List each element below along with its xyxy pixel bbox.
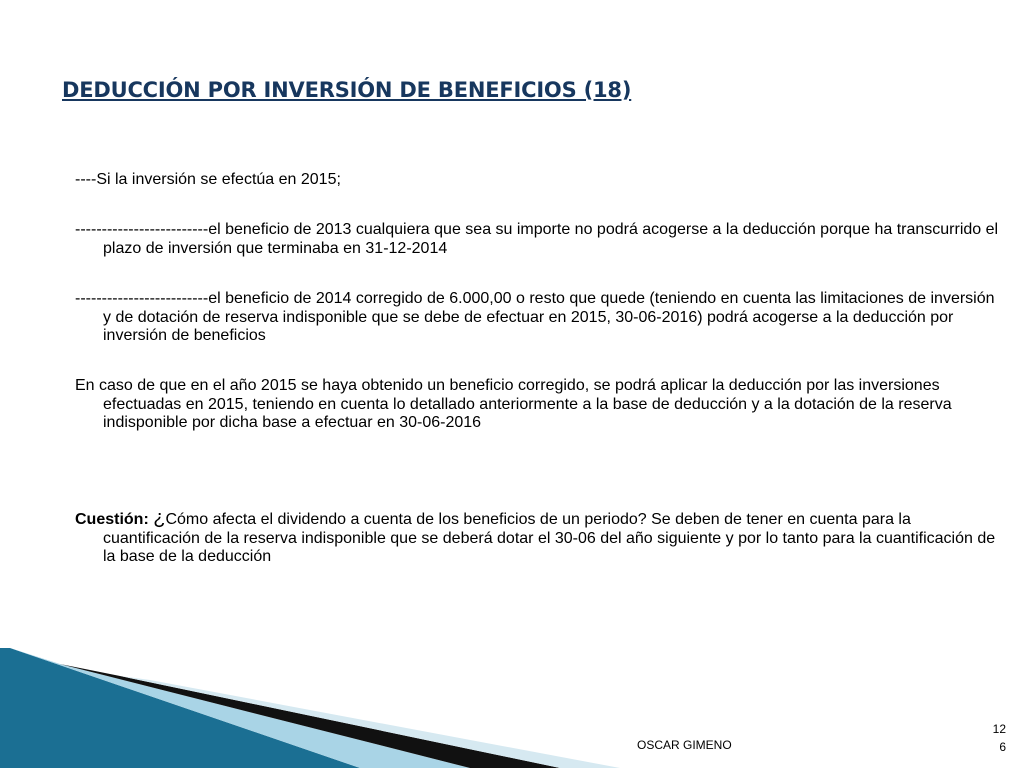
footer-author: OSCAR GIMENO <box>637 738 732 752</box>
paragraph-benefit-2015: En caso de que en el año 2015 se haya obtenido un beneficio corregido, se podrá aplicar la deducción por las inversiones efectuadas en 2015, teniendo en cuenta lo detallado anteriormente a la base de deducción y a la dotación de la reserva indisponible por dicha base a efectuar en 30-06-2016 <box>75 377 952 431</box>
stripe-blue <box>0 648 360 768</box>
slide-title: DEDUCCIÓN POR INVERSIÓN DE BENEFICIOS (18) <box>62 78 632 102</box>
question-label: Cuestión: <box>75 511 149 528</box>
paragraph-benefit-2014: -------------------------el beneficio de 2014 corregido de 6.000,00 o resto que quede (teniendo en cuenta las limitaciones de inversión y de dotación de reserva indisponible que se debe de efectuar en 2015, 30-06-2016) podrá acogerse a la deducción por inversión de beneficios <box>75 290 995 344</box>
question-paragraph <box>75 509 1003 567</box>
paragraph-investment-2015: ----Si la inversión se efectúa en 2015; <box>75 171 341 188</box>
question-mark: ¿ <box>153 507 166 529</box>
page-number <box>978 720 1006 756</box>
page-number-bottom: 6 <box>999 740 1006 754</box>
paragraph-benefit-2013: -------------------------el beneficio de 2013 cualquiera que sea su importe no podrá acogerse a la deducción porque ha transcurrido el plazo de inversión que terminaba en 31-12-2014 <box>75 221 999 257</box>
question-text: Cómo afecta el dividendo a cuenta de los beneficios de un periodo? Se deben de tener en cuenta para la cuantificación de la reserva indisponible que se deberá dotar el 30-06 del año siguiente y por lo tanto para la cuantificación de la base de la deducción <box>103 511 996 565</box>
page-number-top: 12 <box>992 722 1006 736</box>
